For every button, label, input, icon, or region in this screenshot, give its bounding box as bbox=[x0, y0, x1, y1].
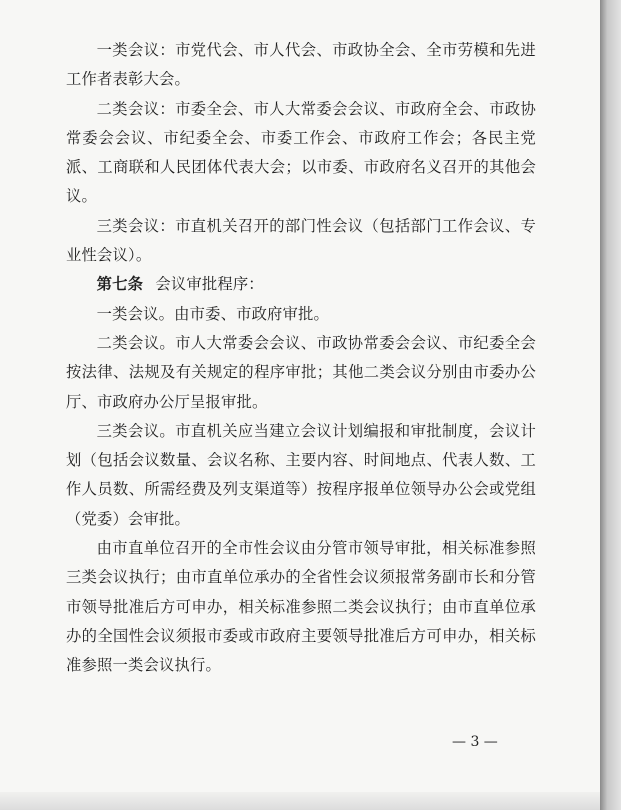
document-body bbox=[66, 36, 536, 681]
paragraph-approval-class-one bbox=[66, 300, 536, 329]
paragraph-text: 由市直单位召开的全市性会议由分管市领导审批，相关标准参照三类会议执行；由市直单位承办的全省性会议须报常务副市长和分管市领导批准后方可申办，相关标准参照二类会议执行；由市直单位承办的全国性会议须报市委或市政府主要领导批准后方可申办，相关标准参照一类会议执行。 bbox=[66, 539, 536, 675]
article-heading: 第七条 bbox=[96, 275, 144, 294]
article-title: 会议审批程序： bbox=[155, 275, 264, 294]
page-bottom-edge bbox=[0, 792, 600, 810]
paragraph-text: 二类会议：市委全会、市人大常委会会议、市政府全会、市政协常委会会议、市纪委全会、市委工作会、市政府工作会；各民主党派、工商联和人民团体代表大会；以市委、市政府名义召开的其他会议。 bbox=[66, 99, 536, 206]
paragraph-approval-class-three bbox=[66, 417, 536, 534]
paragraph-text: 二类会议。市人大常委会会议、市政协常委会会议、市纪委全会按法律、法规及有关规定的程序审批；其他二类会议分别由市委办公厅、市政府办公厅呈报审批。 bbox=[66, 333, 536, 411]
page-right-edge bbox=[600, 0, 621, 810]
page-number: — 3 — bbox=[452, 734, 498, 750]
paragraph-text: 一类会议：市党代会、市人代会、市政协全会、全市劳模和先进工作者表彰大会。 bbox=[66, 41, 536, 89]
paragraph-class-one-meetings bbox=[66, 36, 536, 95]
paragraph-text: 一类会议。由市委、市政府审批。 bbox=[96, 304, 330, 323]
paragraph-approval-class-two bbox=[66, 329, 536, 417]
paragraph-text: 三类会议。市直机关应当建立会议计划编报和审批制度，会议计划（包括会议数量、会议名称、主要内容、时间地点、代表人数、工作人员数、所需经费及列支渠道等）按程序报单位领导办公会或党组（党委）会审批。 bbox=[66, 421, 536, 528]
article-seven bbox=[66, 270, 536, 299]
paragraph-approval-hosted-meetings bbox=[66, 534, 536, 680]
paragraph-text: 三类会议：市直机关召开的部门性会议（包括部门工作会议、专业性会议）。 bbox=[66, 216, 536, 265]
paragraph-class-three-meetings bbox=[66, 212, 536, 271]
paragraph-class-two-meetings bbox=[66, 95, 536, 212]
